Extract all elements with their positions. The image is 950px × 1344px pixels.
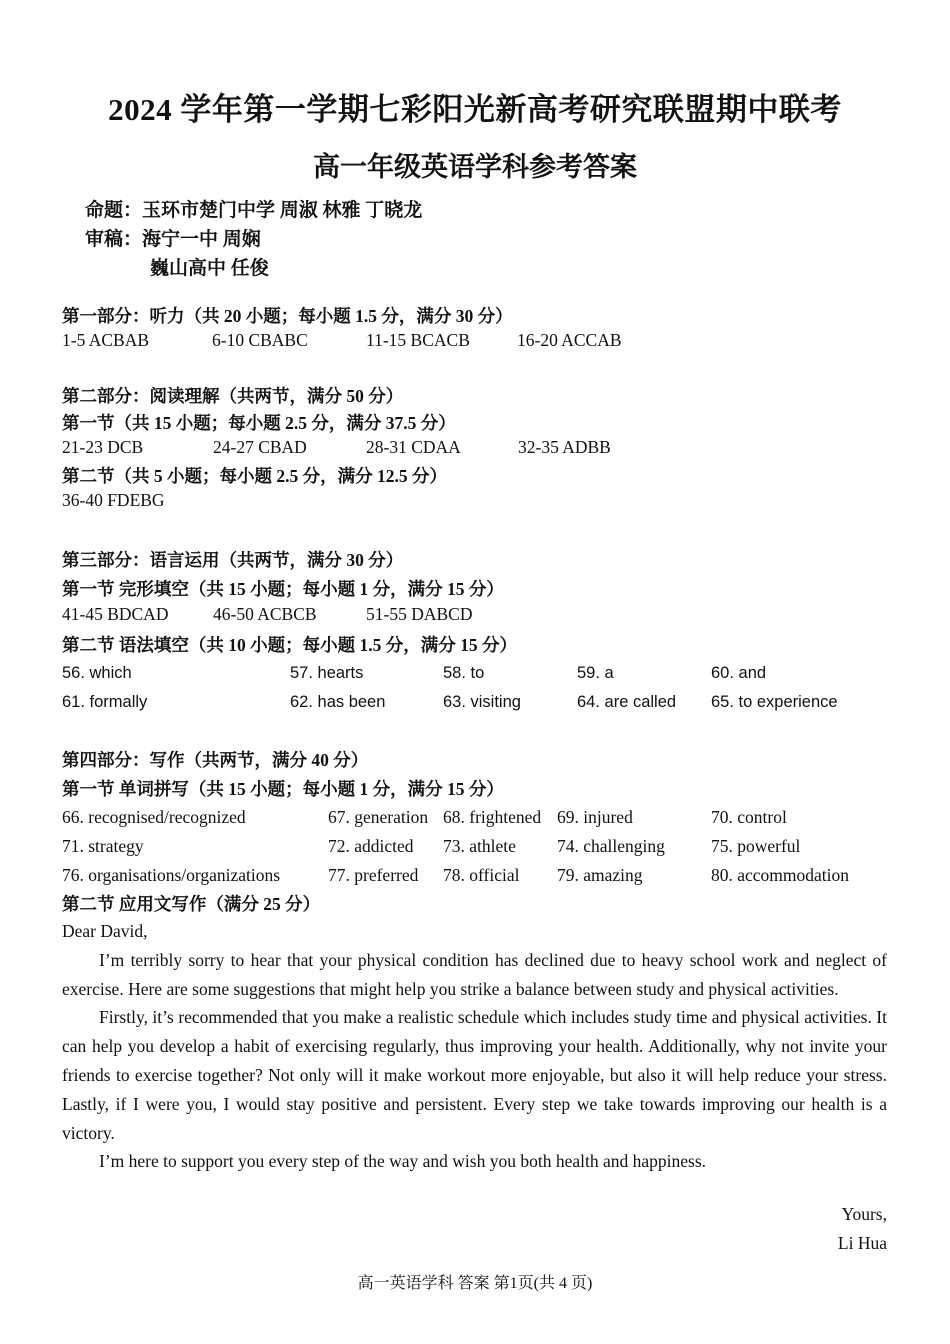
- part2-sec2-heading: 第二节（共 5 小题；每小题 2.5 分，满分 12.5 分）: [62, 466, 447, 486]
- grammar-answer: 61. formally: [62, 693, 148, 711]
- grammar-answer: 59. a: [577, 664, 614, 682]
- sample-letter: [62, 917, 887, 1176]
- answer-group: 1-5 ACBAB: [62, 330, 150, 350]
- grammar-answer: 62. has been: [290, 693, 386, 711]
- part3-heading: 第三部分：语言运用（共两节，满分 30 分）: [62, 550, 404, 570]
- grammar-answer: 58. to: [443, 664, 485, 682]
- part1-heading: 第一部分：听力（共 20 小题；每小题 1.5 分，满分 30 分）: [62, 306, 513, 326]
- letter-signature: Li Hua: [837, 1233, 887, 1253]
- spelling-answer: 70. control: [711, 807, 787, 827]
- part3-sec2-heading: 第二节 语法填空（共 10 小题；每小题 1.5 分，满分 15 分）: [62, 635, 517, 655]
- spelling-answer: 73. athlete: [443, 836, 516, 856]
- letter-paragraph: Firstly, it’s recommended that you make a realistic schedule which includes study time and physical activities. It can help you develop a habit of exercising regularly, thus improving your health. Additionally, why not invite your friends to exercise together? Not only will it make workout more enjoyable, but also it will help reduce your stress. Lastly, if I were you, I would stay positive and persistent. Every step we take towards improving our health is a victory.: [62, 1007, 887, 1143]
- spelling-answer: 66. recognised/recognized: [62, 807, 246, 827]
- part3-sec1-heading: 第一节 完形填空（共 15 小题；每小题 1 分，满分 15 分）: [62, 579, 504, 599]
- spelling-answer: 76. organisations/organizations: [62, 865, 281, 885]
- letter-greeting: Dear David,: [62, 921, 148, 941]
- grammar-answer: 57. hearts: [290, 664, 364, 682]
- answer-group: 41-45 BDCAD: [62, 604, 169, 624]
- letter-paragraph: I’m terribly sorry to hear that your physical condition has declined due to heavy school work and neglect of exercise. Here are some suggestions that might help you strike a balance between study and physical activities.: [62, 949, 887, 999]
- spelling-answer: 69. injured: [557, 807, 633, 827]
- answer-group: 21-23 DCB: [62, 437, 144, 457]
- credit-reviewer-2: 巍山高中 任俊: [150, 258, 269, 279]
- answer-group: 46-50 ACBCB: [213, 604, 317, 624]
- spelling-answer: 75. powerful: [711, 836, 801, 856]
- spelling-answer: 71. strategy: [62, 836, 144, 856]
- grammar-answer: 65. to experience: [711, 693, 838, 711]
- spelling-answer: 67. generation: [328, 807, 429, 827]
- spelling-answer: 79. amazing: [557, 865, 643, 885]
- page-footer: 高一英语学科 答案 第1页(共 4 页): [357, 1275, 593, 1292]
- spelling-answer: 80. accommodation: [711, 865, 850, 885]
- answer-group: 24-27 CBAD: [213, 437, 307, 457]
- grammar-answer: 63. visiting: [443, 693, 521, 711]
- spelling-answer: 72. addicted: [328, 836, 414, 856]
- spelling-answer: 78. official: [443, 865, 520, 885]
- grammar-answer: 60. and: [711, 664, 767, 682]
- answer-group: 51-55 DABCD: [366, 604, 473, 624]
- exam-subtitle: 高一年级英语学科参考答案: [313, 152, 637, 182]
- grammar-answer: 56. which: [62, 664, 132, 682]
- part4-sec1-heading: 第一节 单词拼写（共 15 小题；每小题 1 分，满分 15 分）: [62, 779, 504, 799]
- spelling-answer: 74. challenging: [557, 836, 665, 856]
- answer-group: 11-15 BCACB: [366, 330, 470, 350]
- part2-heading: 第二部分：阅读理解（共两节，满分 50 分）: [62, 386, 404, 406]
- answer-group: 36-40 FDEBG: [62, 490, 165, 510]
- answer-group: 6-10 CBABC: [212, 330, 308, 350]
- answer-group: 32-35 ADBB: [518, 437, 611, 457]
- answer-group: 28-31 CDAA: [366, 437, 461, 457]
- part4-sec2-heading: 第二节 应用文写作（满分 25 分）: [62, 894, 321, 914]
- part2-sec1-heading: 第一节（共 15 小题；每小题 2.5 分，满分 37.5 分）: [62, 413, 456, 433]
- letter-paragraph: I’m here to support you every step of the way and wish you both health and happiness.: [99, 1151, 707, 1172]
- credit-reviewer-1: 审稿：海宁一中 周娴: [85, 229, 261, 250]
- spelling-answer: 68. frightened: [443, 807, 542, 827]
- exam-title: 2024 学年第一学期七彩阳光新高考研究联盟期中联考: [108, 92, 842, 127]
- grammar-answer: 64. are called: [577, 693, 677, 711]
- letter-closing: Yours,: [841, 1204, 887, 1224]
- part4-heading: 第四部分：写作（共两节，满分 40 分）: [62, 750, 369, 770]
- answer-group: 16-20 ACCAB: [517, 330, 622, 350]
- spelling-answer: 77. preferred: [328, 865, 419, 885]
- credit-authors: 命题：玉环市楚门中学 周淑 林雅 丁晓龙: [85, 200, 423, 221]
